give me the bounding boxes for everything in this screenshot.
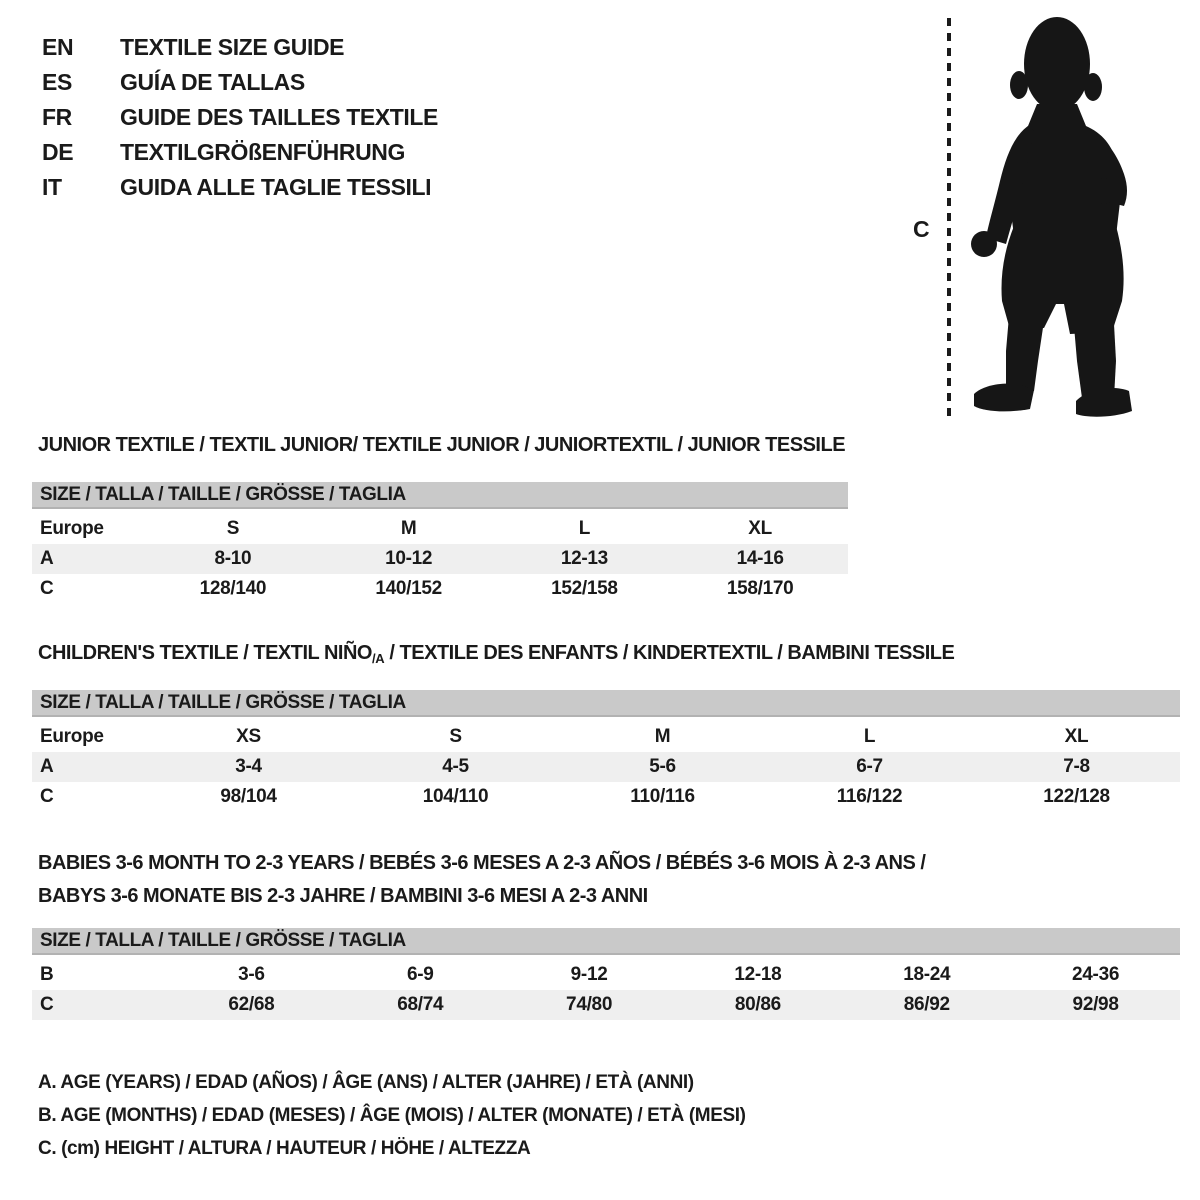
legend (38, 1066, 746, 1165)
size-header-bar: SIZE / TALLA / TAILLE / GRÖSSE / TAGLIA (32, 928, 1180, 955)
value-cell: 80/86 (734, 994, 781, 1015)
babies-textile-title-line-2: BABYS 3-6 MONATE BIS 2-3 JAHRE / BAMBINI 3-6 MESI A 2-3 ANNI (38, 885, 648, 907)
row-label: A (40, 756, 54, 777)
table-row-height (32, 574, 848, 604)
value-cell: 110/116 (630, 786, 695, 807)
childrens-textile-title (38, 641, 954, 671)
babies-table-rows (32, 960, 1180, 1020)
title-subscript: /A (371, 651, 385, 666)
language-title: GUÍA DE TALLAS (120, 69, 305, 95)
legend-line-age-months: B. AGE (MONTHS) / EDAD (MESES) / ÂGE (MOIS) / ALTER (MONATE) / ETÀ (MESI) (38, 1105, 746, 1126)
size-cell: S (226, 518, 240, 539)
language-row-en (42, 30, 438, 65)
table-row-months (32, 960, 1180, 990)
value-cell: 18-24 (903, 964, 951, 985)
babies-size-table (32, 928, 1180, 1020)
table-row-europe (32, 722, 1180, 752)
value-cell: 8-10 (214, 548, 252, 569)
value-cell: 98/104 (220, 786, 277, 807)
value-cell: 86/92 (903, 994, 950, 1015)
language-code: EN (42, 34, 74, 60)
value-cell: 74/80 (566, 994, 613, 1015)
value-cell: 3-4 (235, 756, 262, 777)
value-cell: 7-8 (1063, 756, 1090, 777)
value-cell: 12-18 (734, 964, 782, 985)
language-code: FR (42, 104, 72, 130)
row-label: C (40, 994, 54, 1015)
value-cell: 4-5 (442, 756, 469, 777)
junior-size-table (32, 482, 848, 604)
toddler-silhouette-figure (962, 14, 1142, 422)
value-cell: 104/110 (422, 786, 489, 807)
language-row-fr (42, 100, 438, 135)
language-code: DE (42, 139, 74, 165)
value-cell: 140/152 (375, 578, 442, 599)
childrens-size-table (32, 690, 1180, 812)
language-row-es (42, 65, 438, 100)
value-cell: 5-6 (649, 756, 676, 777)
value-cell: 12-13 (560, 548, 608, 569)
language-code: ES (42, 69, 72, 95)
size-cell: S (449, 726, 462, 747)
size-header-bar: SIZE / TALLA / TAILLE / GRÖSSE / TAGLIA (32, 690, 1180, 717)
language-title: GUIDE DES TAILLES TEXTILE (120, 104, 438, 130)
table-row-height (32, 990, 1180, 1020)
value-cell: 3-6 (238, 964, 265, 985)
value-cell: 10-12 (385, 548, 433, 569)
title-text: / TEXTILE DES ENFANTS / KINDERTEXTIL / BAMBINI TESSILE (384, 642, 955, 664)
value-cell: 92/98 (1072, 994, 1119, 1015)
value-cell: 6-7 (856, 756, 883, 777)
value-cell: 128/140 (199, 578, 267, 599)
language-title: TEXTILE SIZE GUIDE (120, 34, 345, 60)
legend-line-age-years: A. AGE (YEARS) / EDAD (AÑOS) / ÂGE (ANS) / ALTER (JAHRE) / ETÀ (ANNI) (38, 1072, 694, 1093)
language-title: GUIDA ALLE TAGLIE TESSILI (120, 174, 432, 200)
value-cell: 24-36 (1072, 964, 1120, 985)
language-code: IT (42, 174, 62, 200)
table-row-age (32, 752, 1180, 782)
babies-textile-title-line-1: BABIES 3-6 MONTH TO 2-3 YEARS / BEBÉS 3-6 MESES A 2-3 AÑOS / BÉBÉS 3-6 MOIS À 2-3 ANS / (38, 852, 926, 874)
junior-textile-title: JUNIOR TEXTILE / TEXTIL JUNIOR/ TEXTILE JUNIOR / JUNIORTEXTIL / JUNIOR TESSILE (38, 434, 846, 456)
value-cell: 14-16 (736, 548, 784, 569)
value-cell: 9-12 (570, 964, 608, 985)
size-cell: L (578, 518, 591, 539)
size-cell: L (863, 726, 876, 747)
title-text: CHILDREN'S TEXTILE / TEXTIL NIÑO (38, 642, 372, 664)
size-cell: XS (236, 726, 261, 747)
legend-line-height: C. (cm) HEIGHT / ALTURA / HAUTEUR / HÖHE / ALTEZZA (38, 1138, 531, 1159)
size-header-bar: SIZE / TALLA / TAILLE / GRÖSSE / TAGLIA (32, 482, 848, 509)
row-label: Europe (40, 726, 104, 747)
row-label: Europe (40, 518, 104, 539)
junior-table-rows (32, 514, 848, 604)
row-label: C (40, 786, 54, 807)
table-row-height (32, 782, 1180, 812)
language-title-list (42, 30, 438, 205)
row-label: A (40, 548, 54, 569)
value-cell: 116/122 (836, 786, 903, 807)
language-title: TEXTILGRÖßENFÜHRUNG (120, 139, 405, 165)
value-cell: 122/128 (1043, 786, 1110, 807)
size-cell: M (654, 726, 671, 747)
value-cell: 62/68 (228, 994, 275, 1015)
size-cell: XL (748, 518, 772, 539)
value-cell: 6-9 (406, 964, 434, 985)
size-cell: M (400, 518, 417, 539)
table-row-europe (32, 514, 848, 544)
height-dashed-line (947, 18, 951, 416)
value-cell: 68/74 (397, 994, 444, 1015)
row-label: C (40, 578, 54, 599)
value-cell: 158/170 (726, 578, 794, 599)
size-cell: XL (1064, 726, 1089, 747)
table-row-age (32, 544, 848, 574)
childrens-table-rows (32, 722, 1180, 812)
row-label: B (40, 964, 54, 985)
language-row-it (42, 170, 438, 205)
height-measure-label: C (913, 216, 930, 242)
value-cell: 152/158 (551, 578, 618, 599)
language-row-de (42, 135, 438, 170)
